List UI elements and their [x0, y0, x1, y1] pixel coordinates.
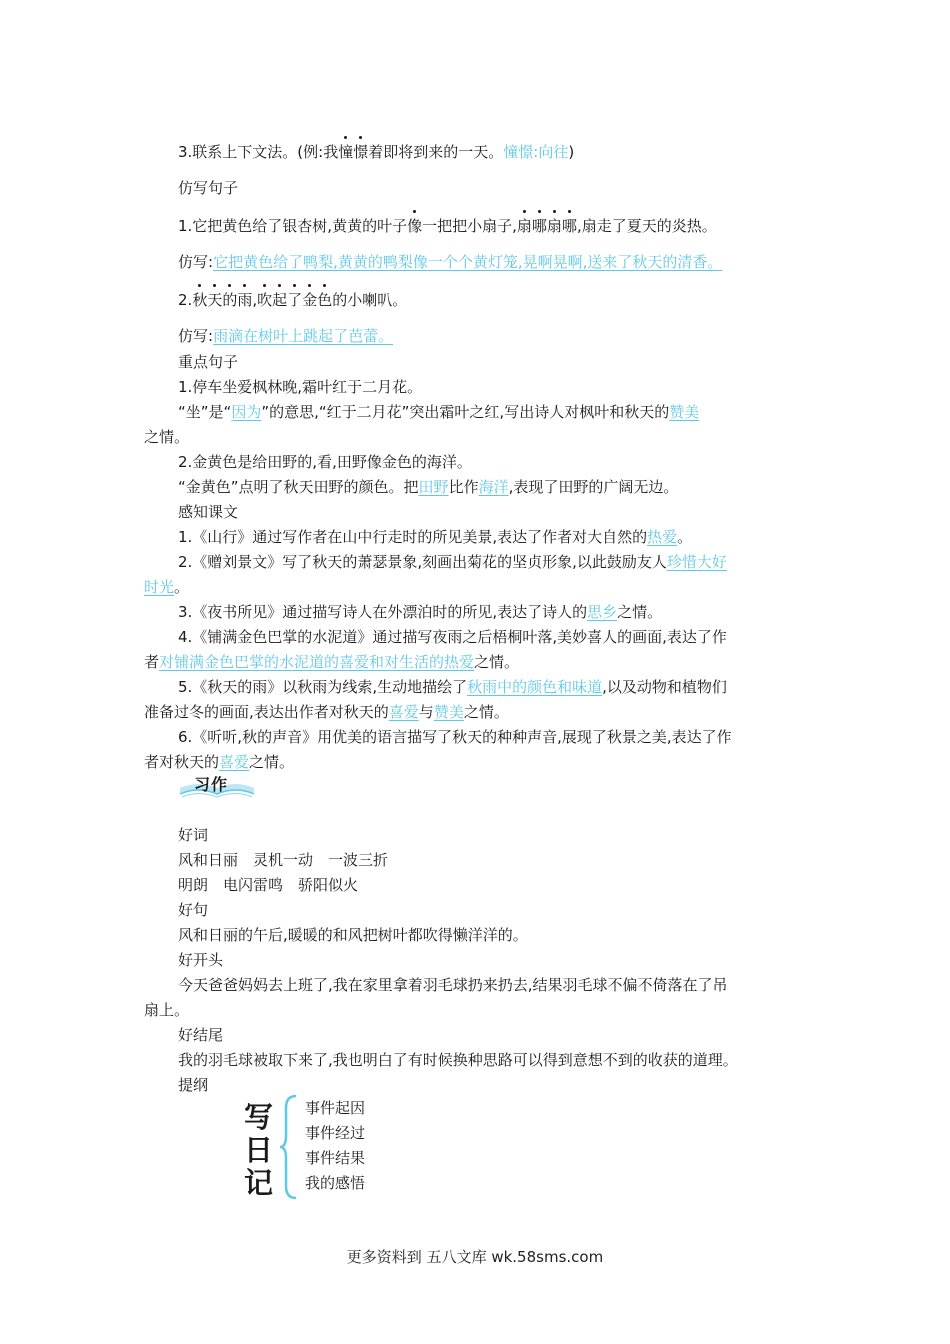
footer-link[interactable]: 更多资料到 五八文库 wk.58sms.com [346, 1248, 604, 1266]
kaitou-line-2: 扇上。 [144, 1001, 190, 1019]
heading-kaitou: 好开头 [178, 951, 224, 969]
text-item-6-cont: 者对秋天的喜爱之情。 [144, 753, 295, 771]
outline-title-char-2: 日 [244, 1133, 274, 1167]
jiewei-line-1: 我的羽毛球被取下来了,我也明白了有时候换种思路可以得到意想不到的收获的道理。 [178, 1051, 738, 1069]
text-item-2: 2.《赠刘景文》写了秋天的萧瑟景象,刻画出菊花的坚贞形象,以此鼓励友人珍惜大好 [178, 553, 727, 571]
heading-zhongdian: 重点句子 [178, 353, 239, 371]
xizuo-banner-title: 习作 [194, 775, 229, 794]
text-item-6: 6.《听听,秋的声音》用优美的语言描写了秋天的种种声音,展现了秋景之美,表达了作 [178, 728, 732, 746]
text-item-1: 1.《山行》通过写作者在山中行走时的所见美景,表达了作者对大自然的热爱。 [178, 528, 693, 546]
fangxie-1: 仿写:它把黄色给了鸭梨,黄黄的鸭梨像一个个黄灯笼,晃啊晃啊,送来了秋天的清香。 [178, 253, 723, 271]
text-item-5-cont: 准备过冬的画面,表达出作者对秋天的喜爱与赞美之情。 [144, 703, 509, 721]
heading-haoci: 好词 [178, 826, 209, 844]
outline-item-2: 事件经过 [305, 1124, 366, 1142]
heading-jiewei: 好结尾 [178, 1026, 224, 1044]
key-sentence-1-note: “坐”是“因为”的意思,“红于二月花”突出霜叶之红,写出诗人对枫叶和秋天的赞美 [178, 403, 700, 421]
good-sentence: 风和日丽的午后,暖暖的和风把树叶都吹得懒洋洋的。 [178, 926, 528, 944]
heading-tigang: 提纲 [178, 1076, 209, 1094]
words-line-1: 风和日丽 灵机一动 一波三折 [178, 851, 389, 869]
key-sentence-2: 2.金黄色是给田野的,看,田野像金色的海洋。 [178, 453, 472, 471]
words-line-2: 明朗 电闪雷鸣 骄阳似火 [178, 876, 359, 894]
outline-title-char-1: 写 [244, 1100, 274, 1134]
kaitou-line-1: 今天爸爸妈妈去上班了,我在家里拿着羽毛球扔来扔去,结果羽毛球不偏不倚落在了吊 [178, 976, 728, 994]
text-item-4: 4.《铺满金色巴掌的水泥道》通过描写夜雨之后梧桐叶落,美妙喜人的画面,表达了作 [178, 628, 727, 646]
fangxie-2: 仿写:雨滴在树叶上跳起了芭蕾。 [178, 327, 394, 345]
outline-item-3: 事件结果 [305, 1149, 366, 1167]
sentence-2: 2.秋天的雨,吹起了金色的小喇叭。 [178, 291, 408, 309]
outline-title-char-3: 记 [244, 1166, 274, 1200]
text-item-3: 3.《夜书所见》通过描写诗人在外漂泊时的所见,表达了诗人的思乡之情。 [178, 603, 663, 621]
outline-item-1: 事件起因 [305, 1099, 366, 1117]
heading-ganzhi: 感知课文 [178, 503, 239, 521]
key-sentence-1: 1.停车坐爱枫林晚,霜叶红于二月花。 [178, 378, 423, 396]
line-3: 3.联系上下文法。(例:我憧憬着即将到来的一天。憧憬:向往) [178, 143, 575, 161]
heading-haoju: 好句 [178, 901, 209, 919]
text-item-5: 5.《秋天的雨》以秋雨为线索,生动地描绘了秋雨中的颜色和味道,以及动物和植物们 [178, 678, 727, 696]
curly-brace-icon [278, 1094, 300, 1200]
text-item-2-cont: 时光。 [144, 578, 190, 596]
fangxie-2-answer: 雨滴在树叶上跳起了芭蕾。 [213, 327, 394, 345]
text-item-4-cont: 者对铺满金色巴掌的水泥道的喜爱和对生活的热爱之情。 [144, 653, 520, 671]
outline-item-4: 我的感悟 [305, 1174, 366, 1192]
key-sentence-2-note: “金黄色”点明了秋天田野的颜色。把田野比作海洋,表现了田野的广阔无边。 [178, 478, 679, 496]
line3-answer: 憧憬:向往 [503, 143, 569, 161]
heading-fangxie: 仿写句子 [178, 179, 239, 197]
fangxie-1-answer: 它把黄色给了鸭梨,黄黄的鸭梨像一个个黄灯笼,晃啊晃啊,送来了秋天的清香。 [213, 253, 723, 271]
line3-text: 3.联系上下文法。(例:我憧憬着即将到来的一天。 [178, 143, 504, 161]
key-sentence-1-note-end: 之情。 [144, 428, 190, 446]
sentence-1: 1.它把黄色给了银杏树,黄黄的叶子像一把把小扇子,扇哪扇哪,扇走了夏天的炎热。 [178, 217, 717, 235]
